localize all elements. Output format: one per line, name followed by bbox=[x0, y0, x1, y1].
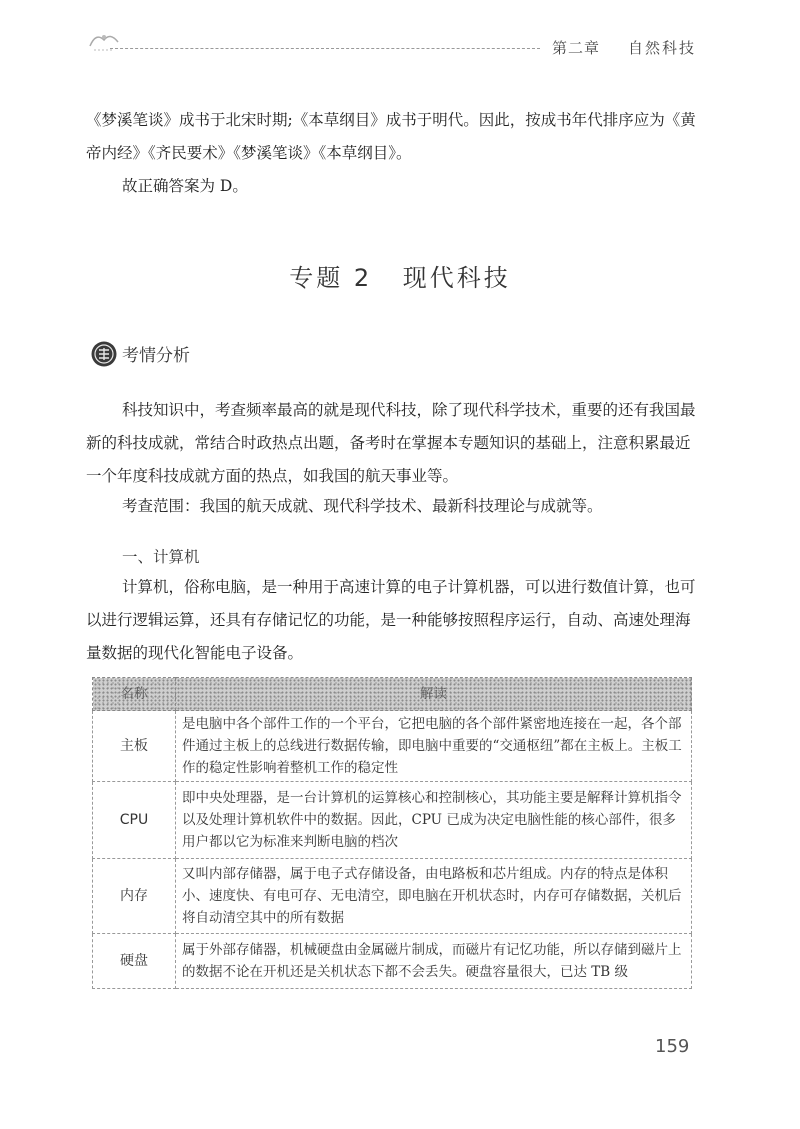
page-number: 159 bbox=[655, 1036, 690, 1057]
publisher-logo-icon bbox=[86, 28, 122, 54]
topic-name: 现代科技 bbox=[402, 264, 511, 292]
round-seal-icon bbox=[90, 340, 118, 368]
section-heading: 一、计算机 bbox=[122, 548, 200, 566]
chapter-name: 自然科技 bbox=[628, 39, 697, 57]
topic-title bbox=[0, 258, 800, 293]
table-row bbox=[93, 782, 692, 859]
row-description: 又叫内部存储器，属于电子式存储设备，由电路板和芯片组成。内存的特点是体积小、速度快、有电可存、无电清空，即电脑在开机状态时，内存可存储数据，关机后将自动清空其中的所有数据 bbox=[176, 859, 692, 934]
continuation-paragraph: 《梦溪笔谈》成书于北宋时期;《本草纲目》成书于明代。因此，按成书年代排序应为《黄帝内经》《齐民要术》《梦溪笔谈》《本草纲目》。 bbox=[86, 111, 696, 162]
row-name: 硬盘 bbox=[93, 934, 176, 989]
row-name: CPU bbox=[93, 782, 176, 859]
row-description: 是电脑中各个部件工作的一个平台，它把电脑的各个部件紧密地连接在一起，各个部件通过主板上的总线进行数据传输，即电脑中重要的“交通枢纽”都在主板上。主板工作的稳定性影响着整机工作的稳定性 bbox=[176, 711, 692, 782]
header-rule bbox=[110, 48, 540, 49]
table-row bbox=[93, 711, 692, 782]
row-description: 即中央处理器，是一台计算机的运算核心和控制核心，其功能主要是解释计算机指令以及处理计算机软件中的数据。因此，CPU 已成为决定电脑性能的核心部件，很多用户都以它为标准来判断电脑的档次 bbox=[176, 782, 692, 859]
page-header bbox=[0, 28, 800, 68]
intro-paragraph: 科技知识中，考查频率最高的就是现代科技，除了现代科学技术，重要的还有我国最新的科技成就，常结合时政热点出题，备考时在掌握本专题知识的基础上，注意积累最近一个年度科技成就方面的热点，如我国的航天事业等。 bbox=[86, 401, 696, 485]
answer-paragraph: 故正确答案为 D。 bbox=[122, 177, 248, 195]
header-description: 解读 bbox=[176, 678, 692, 711]
header-name: 名称 bbox=[93, 678, 176, 711]
table-row bbox=[93, 934, 692, 989]
row-name: 内存 bbox=[93, 859, 176, 934]
row-name: 主板 bbox=[93, 711, 176, 782]
table-header-row bbox=[93, 678, 692, 711]
scope-paragraph: 考查范围：我国的航天成就、现代科学技术、最新科技理论与成就等。 bbox=[122, 497, 603, 515]
chapter-label: 第二章 bbox=[552, 39, 601, 57]
component-table bbox=[92, 677, 692, 989]
table-row bbox=[93, 859, 692, 934]
computer-paragraph: 计算机，俗称电脑，是一种用于高速计算的电子计算机器，可以进行数值计算，也可以进行逻辑运算，还具有存储记忆的功能，是一种能够按照程序运行，自动、高速处理海量数据的现代化智能电子设备。 bbox=[86, 578, 696, 662]
topic-label: 专题 2 bbox=[289, 264, 373, 292]
row-description: 属于外部存储器，机械硬盘由金属磁片制成，而磁片有记忆功能，所以存储到磁片上的数据不论在开机还是关机状态下都不会丢失。硬盘容量很大，已达 TB 级 bbox=[176, 934, 692, 989]
analysis-label: 考情分析 bbox=[122, 346, 190, 366]
